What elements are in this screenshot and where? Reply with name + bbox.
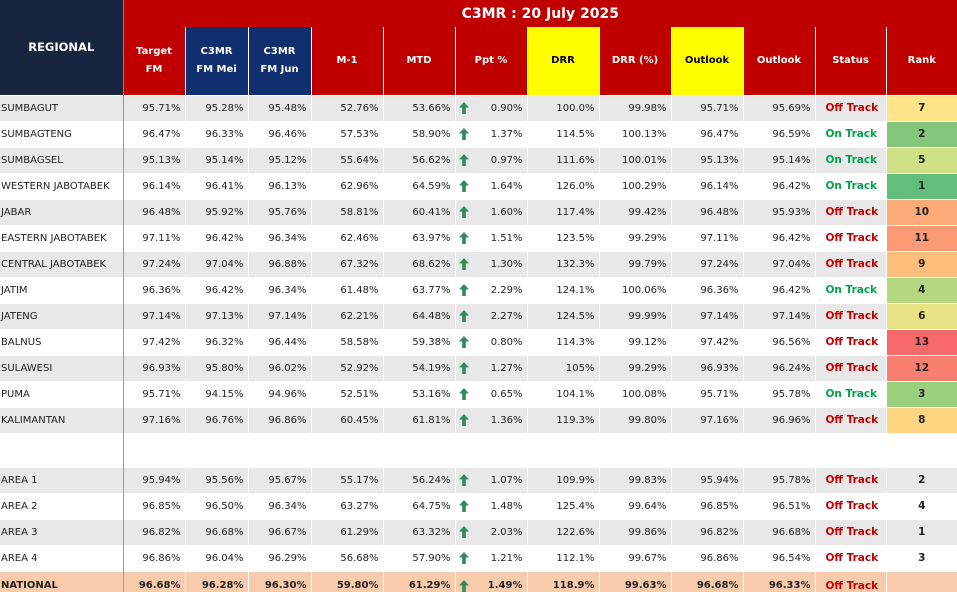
cell-drr: 114.5% — [527, 121, 599, 147]
cell-target: 96.82% — [123, 519, 185, 545]
rank-cell: 3 — [886, 545, 957, 571]
cell-outlook1: 96.85% — [671, 493, 743, 519]
region-name: WESTERN JABOTABEK — [0, 173, 123, 199]
cell-outlook2: 96.42% — [743, 173, 815, 199]
cell-outlook2: 96.24% — [743, 355, 815, 381]
col-header-drr: DRR — [527, 27, 599, 95]
cell-drr: 100.0% — [527, 95, 599, 121]
cell-outlook2: 96.96% — [743, 407, 815, 433]
up-arrow-icon — [459, 258, 469, 270]
cell-fm-jun: 96.46% — [248, 121, 311, 147]
cell-fm-jun: 96.34% — [248, 493, 311, 519]
rank-cell: 8 — [886, 407, 957, 433]
cell-outlook1: 95.13% — [671, 147, 743, 173]
cell-outlook2: 96.56% — [743, 329, 815, 355]
up-arrow-icon — [459, 284, 469, 296]
up-arrow-icon — [459, 552, 469, 564]
cell-mtd: 59.38% — [383, 329, 455, 355]
status-badge: Off Track — [815, 329, 886, 355]
cell-fm-mei: 96.33% — [185, 121, 248, 147]
cell-fm-jun: 96.30% — [248, 571, 311, 592]
cell-outlook1: 97.14% — [671, 303, 743, 329]
cell-outlook1: 95.71% — [671, 381, 743, 407]
cell-ppt: 2.29% — [455, 277, 527, 303]
table-row — [0, 95, 957, 121]
cell-m1: 63.27% — [311, 493, 383, 519]
status-badge: On Track — [815, 147, 886, 173]
cell-m1: 60.45% — [311, 407, 383, 433]
cell-mtd: 64.75% — [383, 493, 455, 519]
cell-drr: 118.9% — [527, 571, 599, 592]
cell-mtd: 61.81% — [383, 407, 455, 433]
col-header-m1: M-1 — [311, 27, 383, 95]
up-arrow-icon — [459, 526, 469, 538]
rank-cell: 9 — [886, 251, 957, 277]
cell-outlook1: 97.24% — [671, 251, 743, 277]
cell-mtd: 57.90% — [383, 545, 455, 571]
cell-fm-jun: 96.34% — [248, 277, 311, 303]
cell-outlook2: 97.14% — [743, 303, 815, 329]
cell-m1: 59.80% — [311, 571, 383, 592]
rank-cell: 4 — [886, 493, 957, 519]
cell-fm-jun: 95.12% — [248, 147, 311, 173]
region-name: EASTERN JABOTABEK — [0, 225, 123, 251]
cell-m1: 56.68% — [311, 545, 383, 571]
up-arrow-icon — [459, 180, 469, 192]
cell-target: 95.71% — [123, 95, 185, 121]
cell-fm-mei: 95.80% — [185, 355, 248, 381]
cell-drr-pct: 99.29% — [599, 355, 671, 381]
table-row — [0, 545, 957, 571]
region-name: NATIONAL — [0, 571, 123, 592]
cell-mtd: 53.16% — [383, 381, 455, 407]
status-badge: Off Track — [815, 303, 886, 329]
region-name: KALIMANTAN — [0, 407, 123, 433]
cell-outlook2: 96.42% — [743, 277, 815, 303]
cell-drr-pct: 100.01% — [599, 147, 671, 173]
table-row — [0, 407, 957, 433]
cell-drr-pct: 99.86% — [599, 519, 671, 545]
region-name: SUMBAGSEL — [0, 147, 123, 173]
cell-drr: 124.1% — [527, 277, 599, 303]
cell-drr-pct: 99.42% — [599, 199, 671, 225]
cell-mtd: 63.77% — [383, 277, 455, 303]
cell-mtd: 64.48% — [383, 303, 455, 329]
cell-outlook2: 96.54% — [743, 545, 815, 571]
cell-target: 95.94% — [123, 467, 185, 493]
cell-drr: 125.4% — [527, 493, 599, 519]
cell-drr: 114.3% — [527, 329, 599, 355]
status-badge: On Track — [815, 381, 886, 407]
cell-ppt: 0.65% — [455, 381, 527, 407]
rank-cell: 10 — [886, 199, 957, 225]
cell-m1: 58.58% — [311, 329, 383, 355]
cell-fm-jun: 97.14% — [248, 303, 311, 329]
up-arrow-icon — [459, 206, 469, 218]
cell-m1: 52.92% — [311, 355, 383, 381]
cell-ppt: 1.37% — [455, 121, 527, 147]
status-badge: On Track — [815, 277, 886, 303]
cell-outlook2: 95.78% — [743, 467, 815, 493]
cell-outlook1: 97.42% — [671, 329, 743, 355]
cell-outlook2: 96.59% — [743, 121, 815, 147]
cell-mtd: 68.62% — [383, 251, 455, 277]
table-body — [0, 95, 957, 592]
cell-outlook1: 97.11% — [671, 225, 743, 251]
rank-cell: 7 — [886, 95, 957, 121]
cell-fm-mei: 96.42% — [185, 225, 248, 251]
rank-cell: 13 — [886, 329, 957, 355]
cell-drr-pct: 99.12% — [599, 329, 671, 355]
cell-fm-mei: 94.15% — [185, 381, 248, 407]
cell-fm-jun: 96.34% — [248, 225, 311, 251]
cell-ppt: 1.36% — [455, 407, 527, 433]
cell-outlook2: 95.14% — [743, 147, 815, 173]
cell-outlook1: 95.71% — [671, 95, 743, 121]
up-arrow-icon — [459, 102, 469, 114]
cell-target: 97.16% — [123, 407, 185, 433]
status-badge: Off Track — [815, 199, 886, 225]
cell-m1: 57.53% — [311, 121, 383, 147]
up-arrow-icon — [459, 336, 469, 348]
cell-fm-mei: 96.04% — [185, 545, 248, 571]
rank-cell: 2 — [886, 467, 957, 493]
cell-fm-mei: 95.56% — [185, 467, 248, 493]
cell-drr: 117.4% — [527, 199, 599, 225]
region-name: AREA 4 — [0, 545, 123, 571]
region-name: CENTRAL JABOTABEK — [0, 251, 123, 277]
cell-target: 96.47% — [123, 121, 185, 147]
table-row — [0, 329, 957, 355]
cell-mtd: 58.90% — [383, 121, 455, 147]
cell-target: 95.13% — [123, 147, 185, 173]
rank-cell: 1 — [886, 173, 957, 199]
rank-cell: 5 — [886, 147, 957, 173]
cell-ppt: 1.49% — [455, 571, 527, 592]
region-name: SUMBAGTENG — [0, 121, 123, 147]
cell-ppt: 2.03% — [455, 519, 527, 545]
cell-drr: 119.3% — [527, 407, 599, 433]
cell-drr: 124.5% — [527, 303, 599, 329]
cell-outlook1: 96.36% — [671, 277, 743, 303]
cell-outlook1: 96.68% — [671, 571, 743, 592]
cell-fm-mei: 95.92% — [185, 199, 248, 225]
cell-ppt: 1.21% — [455, 545, 527, 571]
cell-fm-jun: 96.13% — [248, 173, 311, 199]
up-arrow-icon — [459, 388, 469, 400]
cell-outlook1: 96.48% — [671, 199, 743, 225]
cell-fm-jun: 96.88% — [248, 251, 311, 277]
cell-drr-pct: 99.83% — [599, 467, 671, 493]
cell-fm-jun: 96.44% — [248, 329, 311, 355]
cell-ppt: 1.64% — [455, 173, 527, 199]
cell-m1: 67.32% — [311, 251, 383, 277]
cell-target: 97.11% — [123, 225, 185, 251]
status-badge: On Track — [815, 173, 886, 199]
up-arrow-icon — [459, 362, 469, 374]
cell-drr: 109.9% — [527, 467, 599, 493]
up-arrow-icon — [459, 414, 469, 426]
cell-outlook1: 95.94% — [671, 467, 743, 493]
cell-drr: 104.1% — [527, 381, 599, 407]
cell-fm-mei: 96.28% — [185, 571, 248, 592]
table-row — [0, 381, 957, 407]
cell-drr: 105% — [527, 355, 599, 381]
rank-cell: 11 — [886, 225, 957, 251]
cell-target: 96.85% — [123, 493, 185, 519]
region-name: AREA 1 — [0, 467, 123, 493]
spacer-cell — [123, 433, 957, 467]
cell-target: 97.24% — [123, 251, 185, 277]
cell-target: 96.86% — [123, 545, 185, 571]
cell-m1: 61.48% — [311, 277, 383, 303]
cell-mtd: 63.97% — [383, 225, 455, 251]
table-row — [0, 121, 957, 147]
cell-ppt: 1.30% — [455, 251, 527, 277]
cell-fm-mei: 96.41% — [185, 173, 248, 199]
cell-ppt: 2.27% — [455, 303, 527, 329]
cell-mtd: 53.66% — [383, 95, 455, 121]
cell-fm-mei: 97.13% — [185, 303, 248, 329]
table-row — [0, 303, 957, 329]
cell-ppt: 0.80% — [455, 329, 527, 355]
rank-cell: 4 — [886, 277, 957, 303]
cell-mtd: 54.19% — [383, 355, 455, 381]
cell-fm-jun: 95.48% — [248, 95, 311, 121]
cell-mtd: 56.24% — [383, 467, 455, 493]
table-row — [0, 147, 957, 173]
spacer-cell — [0, 433, 123, 467]
cell-outlook2: 96.68% — [743, 519, 815, 545]
rank-cell: 3 — [886, 381, 957, 407]
cell-m1: 55.64% — [311, 147, 383, 173]
cell-target: 96.36% — [123, 277, 185, 303]
cell-drr: 111.6% — [527, 147, 599, 173]
cell-outlook1: 96.86% — [671, 545, 743, 571]
cell-fm-jun: 96.02% — [248, 355, 311, 381]
table-row — [0, 251, 957, 277]
cell-fm-jun: 96.67% — [248, 519, 311, 545]
cell-drr: 126.0% — [527, 173, 599, 199]
status-badge: On Track — [815, 121, 886, 147]
cell-outlook1: 97.16% — [671, 407, 743, 433]
cell-drr-pct: 99.29% — [599, 225, 671, 251]
cell-drr: 122.6% — [527, 519, 599, 545]
col-header-drr-pct: DRR (%) — [599, 27, 671, 95]
status-badge: Off Track — [815, 493, 886, 519]
cell-fm-mei: 96.68% — [185, 519, 248, 545]
cell-fm-jun: 95.76% — [248, 199, 311, 225]
cell-fm-mei: 96.42% — [185, 277, 248, 303]
cell-mtd: 61.29% — [383, 571, 455, 592]
cell-m1: 58.81% — [311, 199, 383, 225]
regional-header: REGIONAL — [0, 0, 123, 95]
cell-m1: 61.29% — [311, 519, 383, 545]
cell-outlook2: 95.69% — [743, 95, 815, 121]
cell-target: 97.14% — [123, 303, 185, 329]
cell-target: 95.71% — [123, 381, 185, 407]
cell-target: 96.93% — [123, 355, 185, 381]
col-header-outlook: Outlook — [743, 27, 815, 95]
cell-ppt: 0.90% — [455, 95, 527, 121]
up-arrow-icon — [459, 474, 469, 486]
status-badge: Off Track — [815, 407, 886, 433]
cell-drr-pct: 99.79% — [599, 251, 671, 277]
region-name: PUMA — [0, 381, 123, 407]
region-name: AREA 3 — [0, 519, 123, 545]
cell-fm-jun: 96.29% — [248, 545, 311, 571]
cell-ppt: 1.07% — [455, 467, 527, 493]
table-row — [0, 355, 957, 381]
cell-ppt: 1.51% — [455, 225, 527, 251]
cell-mtd: 60.41% — [383, 199, 455, 225]
table-row — [0, 519, 957, 545]
table-row — [0, 277, 957, 303]
col-header-ppt: Ppt % — [455, 27, 527, 95]
cell-fm-mei: 96.32% — [185, 329, 248, 355]
cell-outlook2: 96.33% — [743, 571, 815, 592]
region-name: AREA 2 — [0, 493, 123, 519]
up-arrow-icon — [459, 310, 469, 322]
cell-drr-pct: 99.99% — [599, 303, 671, 329]
cell-m1: 62.46% — [311, 225, 383, 251]
cell-drr-pct: 100.13% — [599, 121, 671, 147]
cell-m1: 62.21% — [311, 303, 383, 329]
table-row — [0, 467, 957, 493]
cell-target: 96.14% — [123, 173, 185, 199]
table-row — [0, 173, 957, 199]
status-badge: Off Track — [815, 251, 886, 277]
cell-ppt: 1.27% — [455, 355, 527, 381]
status-badge: Off Track — [815, 225, 886, 251]
region-name: BALNUS — [0, 329, 123, 355]
status-badge: Off Track — [815, 545, 886, 571]
status-badge: Off Track — [815, 95, 886, 121]
cell-drr-pct: 99.67% — [599, 545, 671, 571]
cell-drr-pct: 99.80% — [599, 407, 671, 433]
status-badge: Off Track — [815, 467, 886, 493]
cell-fm-mei: 95.28% — [185, 95, 248, 121]
cell-drr-pct: 100.08% — [599, 381, 671, 407]
col-header-c3mr-fm-jun: C3MR FM Jun — [248, 27, 311, 95]
cell-fm-jun: 94.96% — [248, 381, 311, 407]
up-arrow-icon — [459, 232, 469, 244]
cell-outlook2: 96.51% — [743, 493, 815, 519]
status-badge: Off Track — [815, 519, 886, 545]
cell-ppt: 1.60% — [455, 199, 527, 225]
region-name: SULAWESI — [0, 355, 123, 381]
cell-m1: 52.51% — [311, 381, 383, 407]
cell-outlook1: 96.14% — [671, 173, 743, 199]
cell-drr-pct: 99.63% — [599, 571, 671, 592]
cell-outlook1: 96.82% — [671, 519, 743, 545]
region-name: JATENG — [0, 303, 123, 329]
cell-target: 96.68% — [123, 571, 185, 592]
cell-outlook1: 96.47% — [671, 121, 743, 147]
cell-drr-pct: 100.06% — [599, 277, 671, 303]
status-badge: Off Track — [815, 355, 886, 381]
spacer-row — [0, 433, 957, 467]
cell-outlook2: 95.78% — [743, 381, 815, 407]
status-badge: Off Track — [815, 571, 886, 592]
table-row — [0, 571, 957, 592]
cell-fm-jun: 96.86% — [248, 407, 311, 433]
region-name: JABAR — [0, 199, 123, 225]
cell-fm-mei: 96.76% — [185, 407, 248, 433]
cell-target: 97.42% — [123, 329, 185, 355]
cell-drr-pct: 100.29% — [599, 173, 671, 199]
cell-drr: 112.1% — [527, 545, 599, 571]
cell-ppt: 1.48% — [455, 493, 527, 519]
region-name: SUMBAGUT — [0, 95, 123, 121]
up-arrow-icon — [459, 128, 469, 140]
report-title: C3MR : 20 July 2025 — [123, 0, 957, 27]
up-arrow-icon — [459, 580, 469, 592]
rank-cell: 6 — [886, 303, 957, 329]
cell-fm-mei: 95.14% — [185, 147, 248, 173]
rank-cell — [886, 571, 957, 592]
col-header-rank: Rank — [886, 27, 957, 95]
cell-fm-jun: 95.67% — [248, 467, 311, 493]
cell-mtd: 64.59% — [383, 173, 455, 199]
region-name: JATIM — [0, 277, 123, 303]
table-row — [0, 225, 957, 251]
rank-cell: 2 — [886, 121, 957, 147]
cell-m1: 52.76% — [311, 95, 383, 121]
table-row — [0, 493, 957, 519]
cell-drr: 123.5% — [527, 225, 599, 251]
col-header-c3mr-fm-mei: C3MR FM Mei — [185, 27, 248, 95]
cell-fm-mei: 97.04% — [185, 251, 248, 277]
cell-outlook1: 96.93% — [671, 355, 743, 381]
cell-outlook2: 96.42% — [743, 225, 815, 251]
cell-mtd: 63.32% — [383, 519, 455, 545]
col-header-outlook-yellow: Outlook — [671, 27, 743, 95]
rank-cell: 12 — [886, 355, 957, 381]
cell-drr-pct: 99.98% — [599, 95, 671, 121]
cell-m1: 62.96% — [311, 173, 383, 199]
cell-ppt: 0.97% — [455, 147, 527, 173]
cell-mtd: 56.62% — [383, 147, 455, 173]
cell-fm-mei: 96.50% — [185, 493, 248, 519]
col-header-target-fm: Target FM — [123, 27, 185, 95]
cell-target: 96.48% — [123, 199, 185, 225]
cell-outlook2: 95.93% — [743, 199, 815, 225]
cell-outlook2: 97.04% — [743, 251, 815, 277]
cell-m1: 55.17% — [311, 467, 383, 493]
col-header-mtd: MTD — [383, 27, 455, 95]
table-row — [0, 199, 957, 225]
rank-cell: 1 — [886, 519, 957, 545]
col-header-status: Status — [815, 27, 886, 95]
up-arrow-icon — [459, 500, 469, 512]
up-arrow-icon — [459, 154, 469, 166]
cell-drr-pct: 99.64% — [599, 493, 671, 519]
cell-drr: 132.3% — [527, 251, 599, 277]
